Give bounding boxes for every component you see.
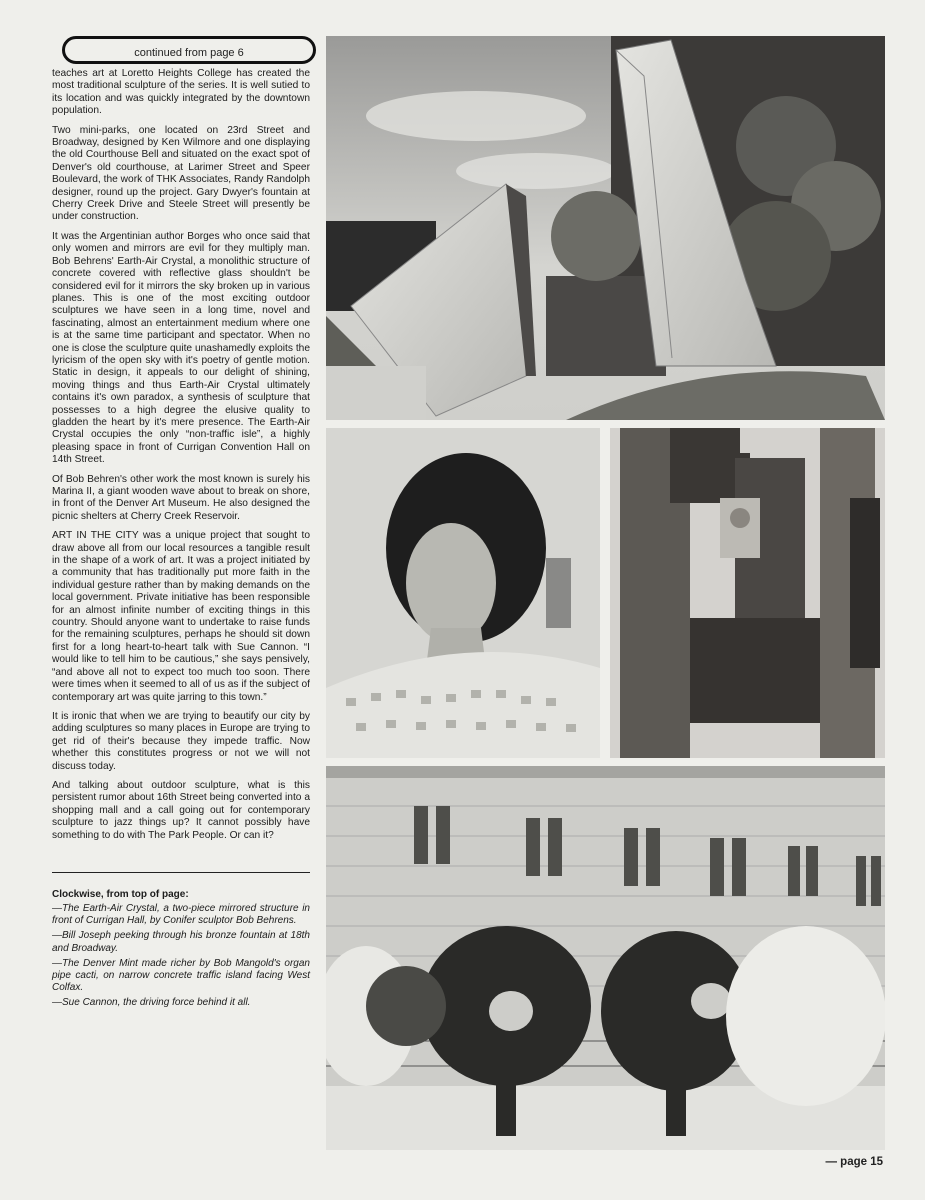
captions-heading: Clockwise, from top of page:: [52, 888, 189, 900]
photo-bronze-fountain: [610, 428, 885, 758]
photo-sue-cannon: [326, 428, 600, 758]
caption-item: —The Denver Mint made richer by Bob Mangold's organ pipe cacti, on narrow concrete traffic island facing West Colfax.: [52, 957, 310, 994]
paragraph: Of Bob Behren's other work the most known is surely his Marina II, a giant wooden wave about to break on shore, in front of the Denver Art Museum. He also designed the picnic shelters at Cherry Creek Reservoir.: [52, 473, 310, 522]
photo-denver-mint: [326, 766, 885, 1150]
paragraph: It is ironic that when we are trying to beautify our city by adding sculptures so many places in Europe are trying to get rid of their's because they impede traffic. Now whether this constitutes progress or not we will not discuss today.: [52, 710, 310, 772]
paragraph: It was the Argentinian author Borges who once said that only women and mirrors are evil for they multiply man. Bob Behrens' Earth-Air Crystal, a monolithic structure of concrete covered with reflective glass shouldn't be considered evil for it mirrors the sky broken up in various planes. This is one of the most exciting outdoor sculptures we have seen in a long time, novel and fascinating, almost an entertainment medium where one is at the same time participant and spectator. When no one is close the sculpture quite unashamedly exploits the lyricism of the open sky with it's poetry of gentle motion. Static in design, it appeals to our delight of shining, moving things and thus Earth-Air Crystal ultimately contains it's own paradox, a synthesis of sculpture that possesses to a high degree the elusive quality to gladden the heart by it's mere presence. The Earth-Air Crystal occupies the only “non-traffic isle”, a highly pleasing space in front of Currigan Convention Hall on 14th Street.: [52, 230, 310, 466]
paragraph: Two mini-parks, one located on 23rd Street and Broadway, designed by Ken Wilmore and one displaying the old Courthouse Bell and situated on the exact spot of Denver's old courthouse, at Larimer Street and Speer Boulevard, the work of THK Associates, Randy Randolph designer, round up the project. Gary Dwyer's fountain at Cherry Creek Drive and Steele Street will presently be under construction.: [52, 124, 310, 223]
caption-item: —The Earth-Air Crystal, a two-piece mirrored structure in front of Currigan Hall, by Conifer sculptor Bob Behrens.: [52, 902, 310, 927]
paragraph: ART IN THE CITY was a unique project that sought to draw above all from our local resources a tangible result in the shape of a work of art. It was a project initiated by a community that has traditionally put more faith in the individual gesture rather than by making demands on the local government. Private initiative has been responsible for an almost infinite number of exciting things in this country. Should anyone want to undertake to raise funds for the remaining sculptures, perhaps he should sit down first for a long heart-to-heart talk with Sue Cannon. “I would like to tell him to be cautious,” she says pensively, “and above all not to expect too much too soon. There were times when it seemed to all of us as if the subject of contemporary art was quite jarring to this town.”: [52, 530, 310, 703]
paragraph: teaches art at Loretto Heights College has created the most traditional sculpture of the series. It is well sutied to its location and was quickly integrated by the downtown population.: [52, 68, 310, 117]
photo-earth-air-crystal: [326, 36, 885, 420]
caption-item: —Sue Cannon, the driving force behind it all.: [52, 997, 251, 1009]
continued-banner: continued from page 6: [62, 36, 316, 64]
caption-item: —Bill Joseph peeking through his bronze fountain at 18th and Broadway.: [52, 930, 310, 954]
paragraph: And talking about outdoor sculpture, what is this persistent rumor about 16th Street being converted into a shopping mall and a call going out for contemporary sculpture to jazz things up? It cannot possibly have something to do with The Park People. Or can it?: [52, 779, 310, 841]
article-column: [52, 36, 310, 1013]
page-number: — page 15: [825, 1156, 883, 1168]
photo-captions: [52, 889, 310, 1010]
divider: [52, 872, 310, 873]
